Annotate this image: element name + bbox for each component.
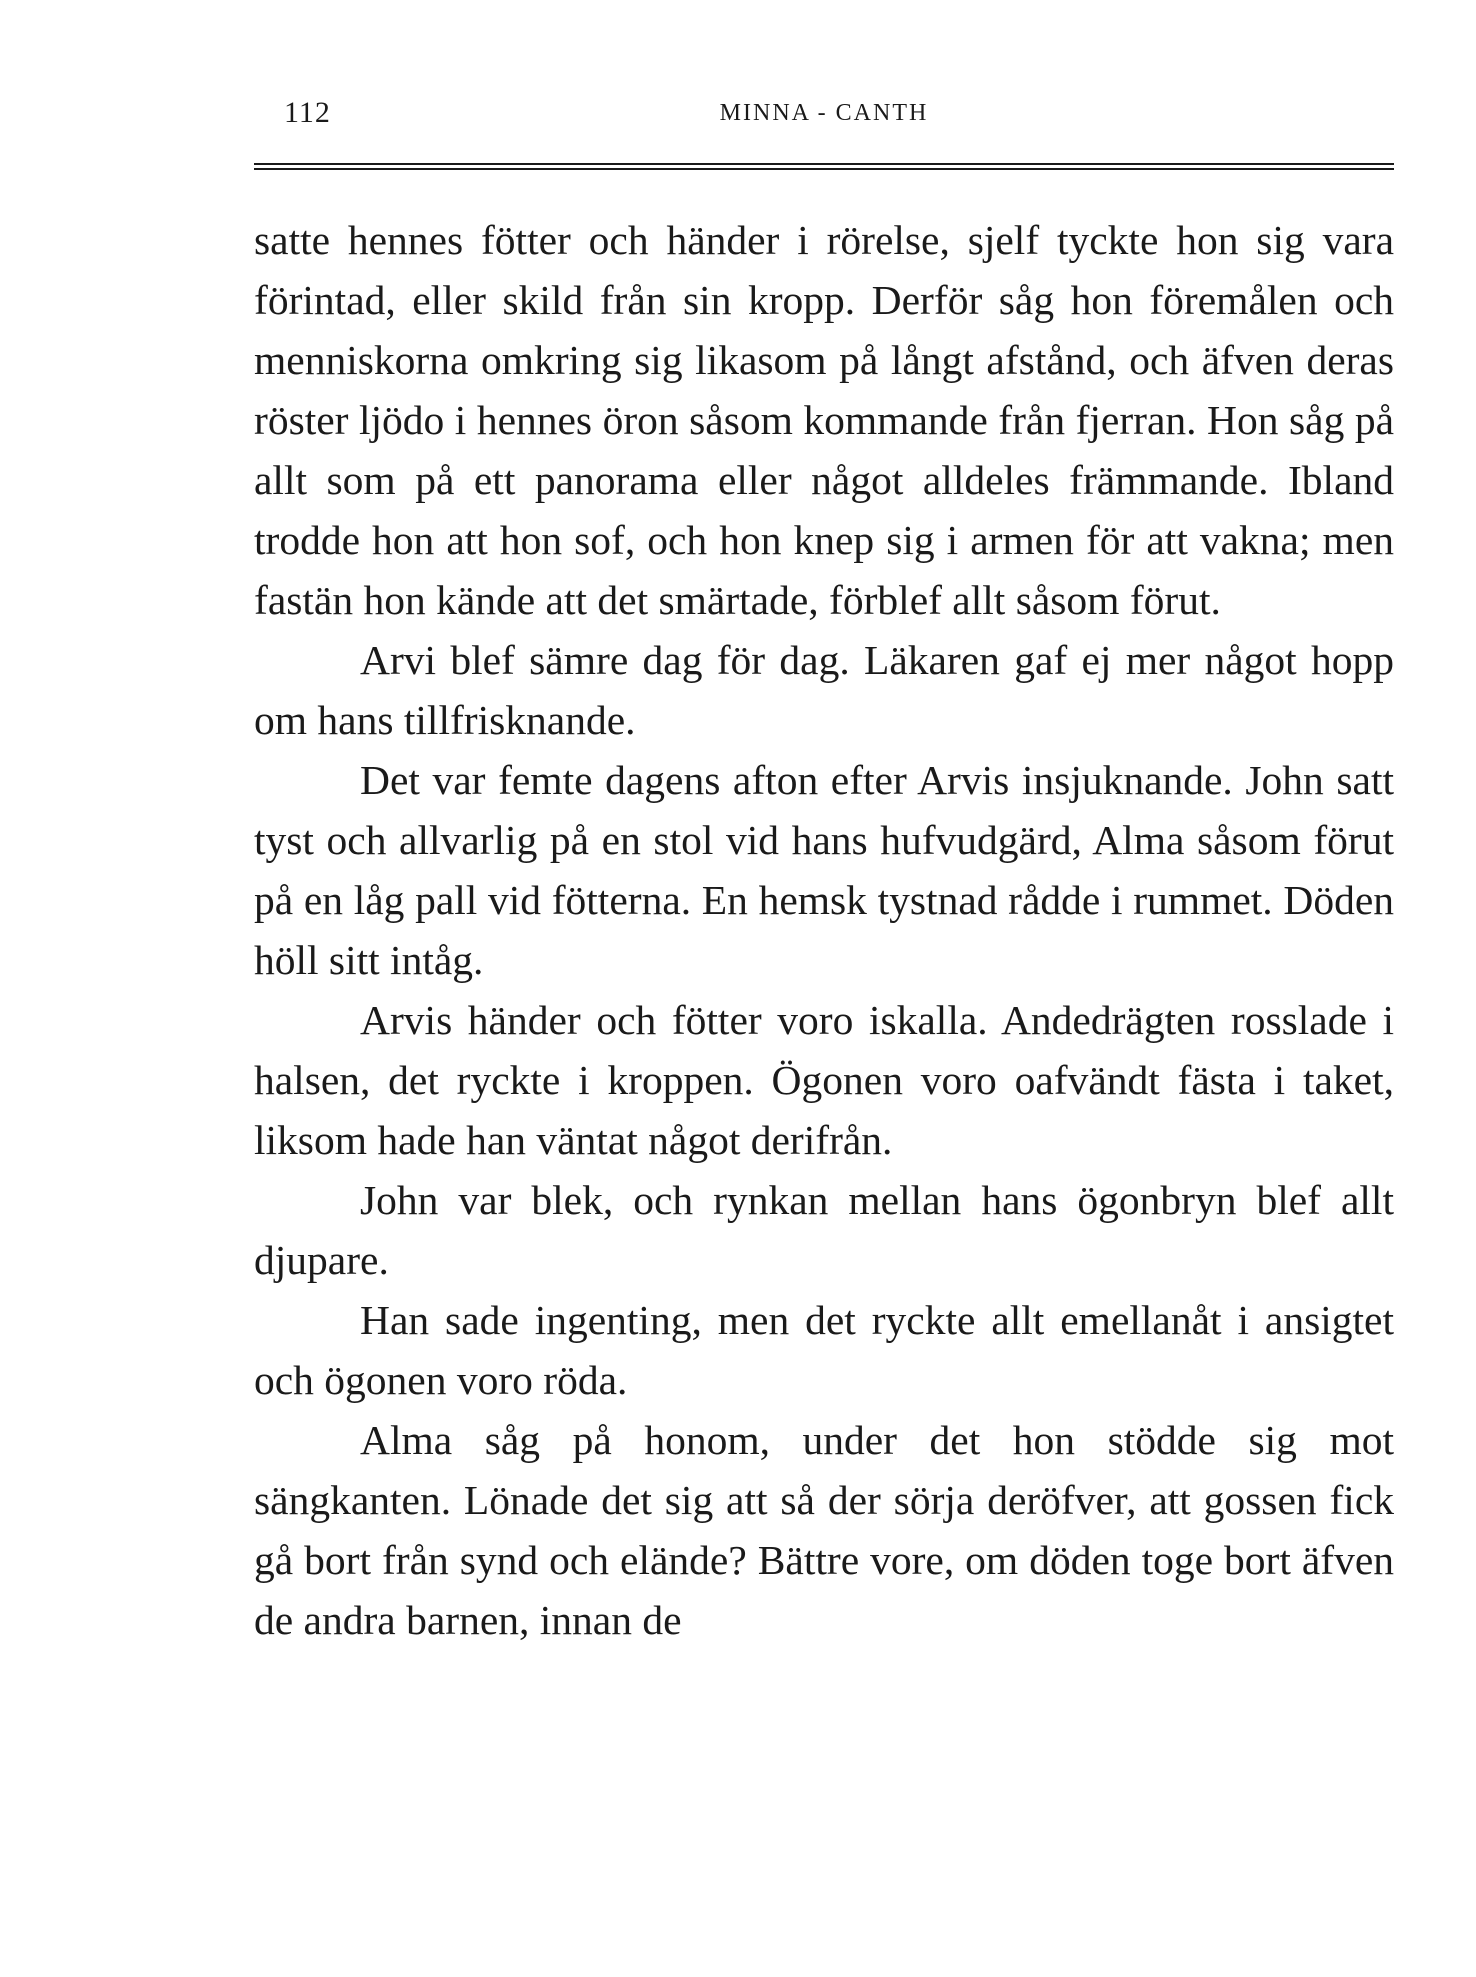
header-double-rule [254, 163, 1394, 170]
paragraph: Han sade ingenting, men det ryckte allt emellanåt i ansigtet och ögonen voro röda. [254, 1297, 1394, 1403]
paragraph: John var blek, och rynkan mellan hans ögonbryn blef allt djupare. [254, 1177, 1394, 1283]
running-head: MINNA - CANTH [719, 100, 929, 126]
paragraph: Arvis händer och fötter voro iskalla. Andedrägten rosslade i halsen, det ryckte i kroppen. Ögonen voro oafvändt fästa i taket, liksom hade han väntat något derifrån. [254, 997, 1394, 1163]
body-text [254, 210, 1394, 1650]
page-number: 112 [284, 96, 331, 129]
rule-line-bottom [254, 168, 1394, 170]
paragraph: Alma såg på honom, under det hon stödde sig mot sängkanten. Lönade det sig att så der sörja deröfver, att gossen fick gå bort från synd och elände? Bättre vore, om döden toge bort äfven de andra barnen, innan de [254, 1417, 1394, 1643]
rule-line-top [254, 163, 1394, 165]
paragraph-continuation: satte hennes fötter och händer i rörelse, sjelf tyckte hon sig vara förintad, eller skild från sin kropp. Derför såg hon föremålen och menniskorna omkring sig likasom på långt afstånd, och äfven deras röster ljödo i hennes öron såsom kommande från fjerran. Hon såg på allt som på ett panorama eller något alldeles främmande. Ibland trodde hon att hon sof, och hon knep sig i armen för att vakna; men fastän hon kände att det smärtade, förblef allt såsom förut. [254, 217, 1394, 623]
paragraph: Det var femte dagens afton efter Arvis insjuknande. John satt tyst och allvarlig på en stol vid hans hufvudgärd, Alma såsom förut på en låg pall vid fötterna. En hemsk tystnad rådde i rummet. Döden höll sitt intåg. [254, 757, 1394, 983]
page-header [254, 96, 1394, 136]
paragraph: Arvi blef sämre dag för dag. Läkaren gaf ej mer något hopp om hans tillfrisknande. [254, 637, 1394, 743]
